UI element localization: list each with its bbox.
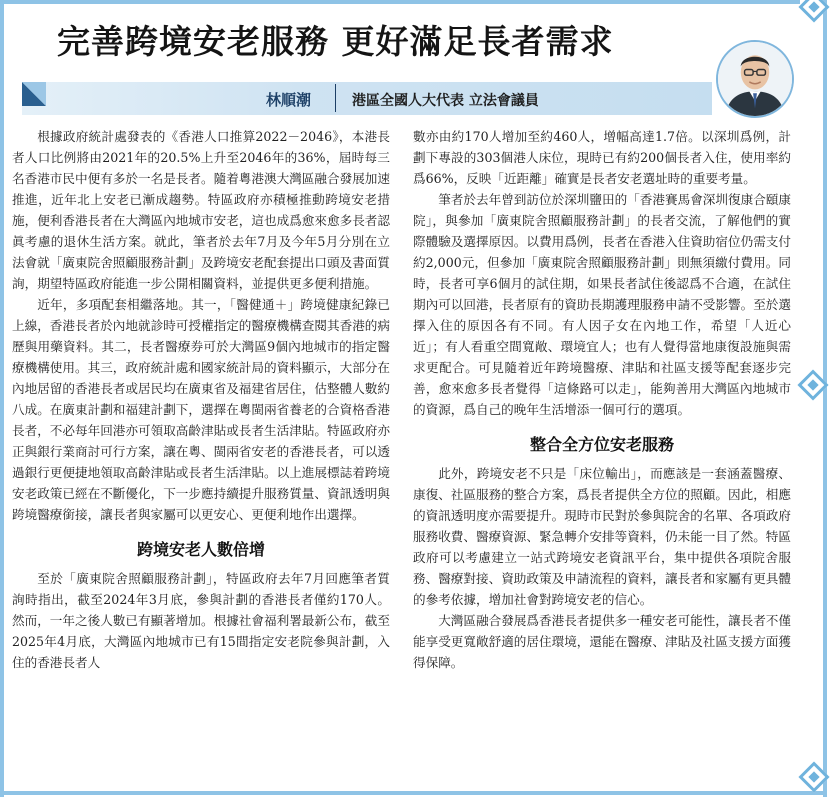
paragraph: 至於「廣東院舍照顧服務計劃」，特區政府去年7月回應筆者質詢時指出，截至2024年3月底，參與計劃的香港長者僅約170人。然而，一年之後人數已有顯著增加。根據社會福利署最新公布，截至2025年4月底，大灣區內地城市已有15間指定安老院參與計劃，入住的香港長者人 <box>12 571 390 670</box>
byline-divider <box>335 84 336 112</box>
paragraph: 數亦由約170人增加至約460人，增幅高達1.7倍。以深圳爲例，計劃下專設的303個港人床位，現時已有約200個長者入住，使用率約爲66%，反映「近距離」確實是長者安老選址時的重要考量。 <box>413 129 791 186</box>
author-name: 林順潮 <box>266 91 312 109</box>
article-title: 完善跨境安老服務 更好滿足長者需求 <box>57 22 614 61</box>
bottom-border <box>0 791 827 795</box>
paragraph: 根據政府統計處發表的《香港人口推算2022－2046》，本港長者人口比例將由2021年的20.5%上升至2046年的36%，屆時每三名香港市民中便有多於一名是長者。隨着粵港澳大灣區融合發展加速推進，近年北上安老已漸成趨勢。特區政府亦積極推動跨境安老措施，便利香港長者在大灣區內地城市安老，這也成爲愈來愈多長者認眞考慮的退休生活方案。就此，筆者於去年7月及今年5月分別在立法會就「廣東院舍照顧服務計劃」及跨境安老配套提出口頭及書面質詢，期望特區政府能進一步公開相關資料，並提供更多便利措施。 <box>12 129 390 291</box>
right-column <box>413 126 791 673</box>
paragraph: 筆者於去年曾到訪位於深圳鹽田的「香港賽馬會深圳復康合頤康院」，與參加「廣東院舍照顧服務計劃」的長者交流，了解他們的實際體驗及選擇原因。以費用爲例，長者在香港入住資助宿位仍需支付約2,000元，但參加「廣東院舍照顧服務計劃」則無須繳付費用。同時，長者可享6個月的試住期，如果長者試住後認爲不合適，在試住期內可以回港，長者原有的資助長期護理服務申請不受影響。至於選擇入住的原因各有不同。有人因子女在內地工作，希望「人近心近」；有人看重空間寬敞、環境宜人；也有人覺得當地康復設施與需求更配合。可見隨着近年跨境醫療、津貼和社區支援等配套逐步完善，愈來愈多長者覺得「這條路可以走」，能夠善用大灣區內地城市的資源，爲自己的晚年生活增添一個可行的選項。 <box>413 192 791 417</box>
section-heading: 跨境安老人數倍增 <box>136 540 265 559</box>
paragraph: 近年，多項配套相繼落地。其一，「醫健通＋」跨境健康紀錄已上線，香港長者於內地就診時可授權指定的醫療機構查閱其香港的病歷與用藥資料。其二，長者醫療券可於大灣區9個內地城市的指定醫療機構使用。其三，政府統計處和國家統計局的資料顯示，大部分在內地居留的香港長者或居民均在廣東省及福建省居住，估整體人數約八成。在廣東計劃和福建計劃下，選擇在粵閩兩省養老的合資格香港長者，不必每年回港亦可領取高齡津貼或長者生活津貼。特區政府亦正與銀行業商討可行方案，讓在粵、閩兩省安老的香港長者，可以透過銀行更便捷地領取高齡津貼或長者生活津貼。以上進展標誌着跨境安老政策已經在不斷優化，下一步應持續提升服務質量、資訊透明與跨境醫療銜接，讓長者與家屬可以更安心、更便利地作出選擇。 <box>12 297 390 522</box>
left-border <box>0 0 4 797</box>
right-border <box>823 0 827 797</box>
author-portrait-icon <box>718 42 792 116</box>
author-title: 港區全國人大代表 立法會議員 <box>352 93 539 109</box>
left-column <box>12 126 390 673</box>
paragraph: 此外，跨境安老不只是「床位輸出」，而應該是一套涵蓋醫療、康復、社區服務的整合方案，爲長者提供全方位的照顧。因此，相應的資訊透明度亦需要提升。現時市民對於參與院舍的名單、各項政府服務收費、醫療資源、緊急轉介安排等資料，仍未能一目了然。特區政府可以考慮建立一站式跨境安老資訊平台，集中提供各項院舍服務、醫療對接、資助政策及申請流程的資料，讓長者和家屬有更具體的參考依據，增加社會對跨境安老的信心。 <box>413 466 791 607</box>
section-heading: 整合全方位安老服務 <box>529 435 674 454</box>
author-portrait <box>716 40 794 118</box>
top-border <box>0 0 800 4</box>
corner-triangle-icon <box>22 82 46 106</box>
paragraph: 大灣區融合發展爲香港長者提供多一種安老可能性，讓長者不僅能享受更寬敞舒適的居住環境，還能在醫療、津貼及社區支援方面獲得保障。 <box>413 613 791 670</box>
